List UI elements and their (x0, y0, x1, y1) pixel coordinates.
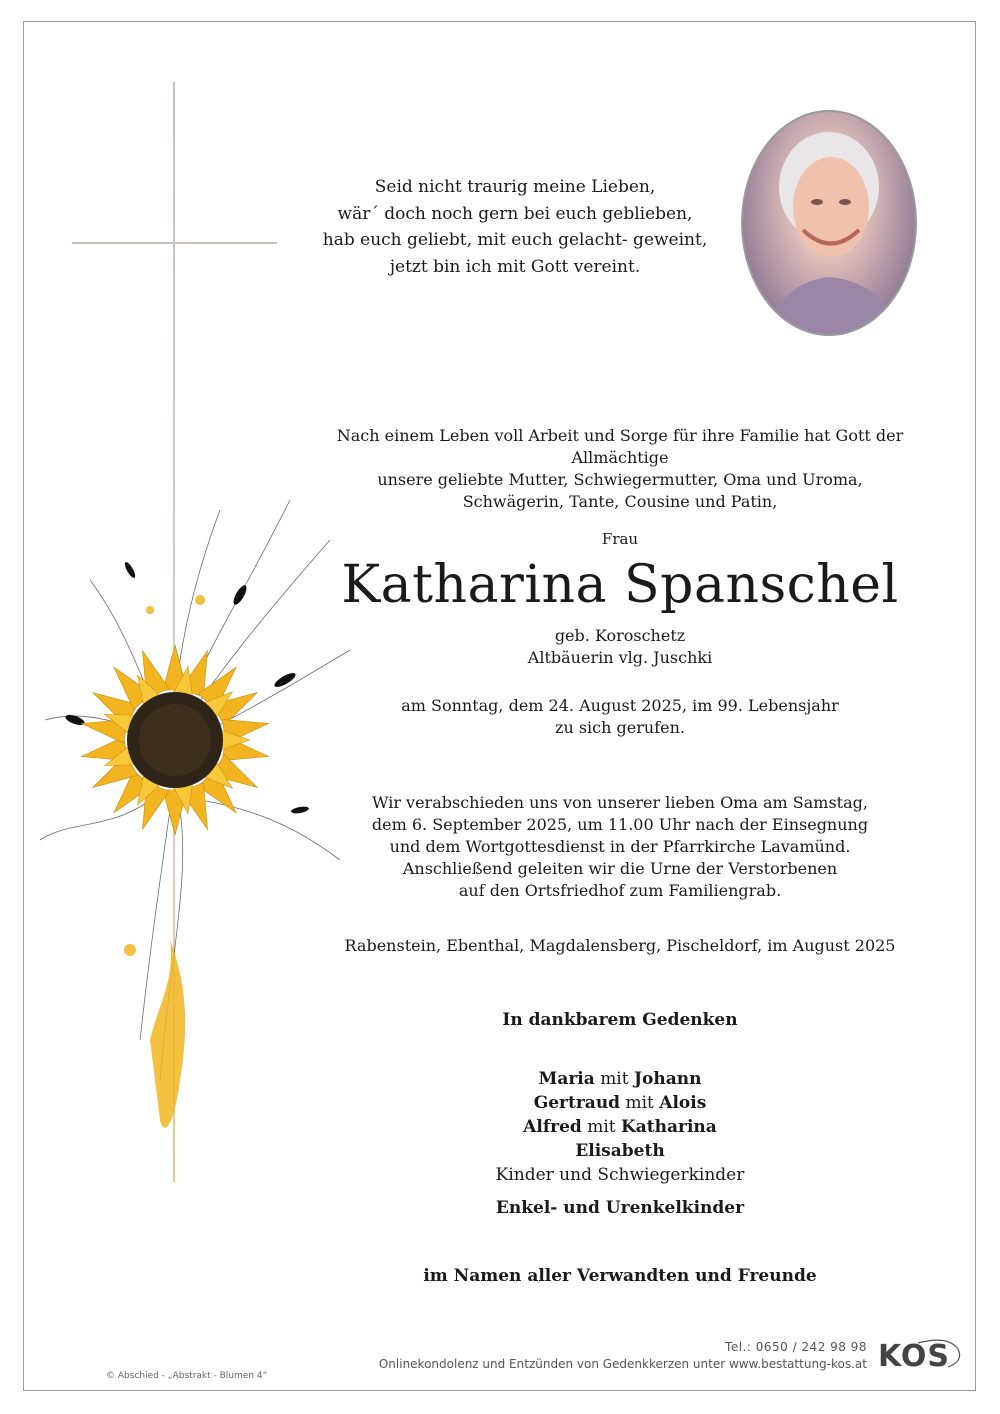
poem (300, 174, 730, 280)
family-list (300, 1067, 940, 1187)
poem-line: hab euch geliebt, mit euch gelacht- geweint, (322, 230, 708, 250)
date-of-death (300, 695, 940, 739)
poem-line: wär´ doch noch gern bei euch geblieben, (337, 203, 693, 224)
family-entry: Maria mit Johann (538, 1069, 702, 1089)
places-and-date: Rabenstein, Ebenthal, Magdalensberg, Pischeldorf, im August 2025 (344, 936, 896, 955)
date-line: am Sonntag, dem 24. August 2025, im 99. Lebensjahr (401, 696, 839, 715)
phone-number: Tel.: 0650 / 242 98 98 (725, 1340, 867, 1354)
date-line: zu sich gerufen. (555, 718, 685, 737)
family-entry: Gertraud mit Alois (533, 1093, 707, 1113)
name-details (300, 625, 940, 669)
portrait-figure (743, 112, 915, 334)
intro-line: Nach einem Leben voll Arbeit und Sorge für ihre Familie hat Gott der Allmächtige (336, 426, 904, 467)
family-entry: Elisabeth (575, 1141, 665, 1161)
service-line: und dem Wortgottesdienst in der Pfarrkirche Lavamünd. (389, 837, 851, 856)
family-entry: Alfred mit Katharina (523, 1117, 717, 1137)
intro-line: unsere geliebte Mutter, Schwiegermutter, Oma und Uroma, (377, 470, 863, 489)
relatives-label: im Namen aller Verwandten und Freunde (423, 1266, 817, 1286)
intro-line: Schwägerin, Tante, Cousine und Patin, (462, 492, 778, 511)
grandchildren-label: Enkel- und Urenkelkinder (495, 1198, 745, 1218)
deceased-name: Katharina Spanschel (341, 555, 899, 615)
house-name: Altbäuerin vlg. Juschki (527, 648, 713, 667)
service-line: Anschließend geleiten wir die Urne der Verstorbenen (402, 859, 838, 878)
service-line: dem 6. September 2025, um 11.00 Uhr nach der Einsegnung (371, 815, 869, 834)
cross-horizontal-beam (72, 242, 277, 244)
image-credit: © Abschied - „Abstrakt - Blumen 4“ (106, 1371, 268, 1381)
birth-name: geb. Koroschetz (554, 626, 686, 645)
logo-text: KOS (878, 1339, 951, 1374)
service-line: auf den Ortsfriedhof zum Familiengrab. (458, 881, 782, 900)
salutation: Frau (601, 530, 639, 548)
logo-swoosh-icon (878, 1335, 963, 1375)
children-label: Kinder und Schwiegerkinder (495, 1165, 745, 1185)
poem-line: jetzt bin ich mit Gott vereint. (389, 256, 641, 277)
service-line: Wir verabschieden uns von unserer lieben Oma am Samstag, (372, 793, 868, 812)
poem-line: Seid nicht traurig meine Lieben, (374, 177, 656, 197)
funeral-service-text (300, 792, 940, 902)
online-condolence-text: Onlinekondolenz und Entzünden von Gedenkkerzen unter www.bestattung-kos.at (378, 1357, 867, 1371)
thanks-heading: In dankbarem Gedenken (502, 1010, 738, 1030)
kos-logo (878, 1335, 963, 1375)
portrait-photo (741, 110, 917, 336)
intro-text (300, 425, 940, 513)
